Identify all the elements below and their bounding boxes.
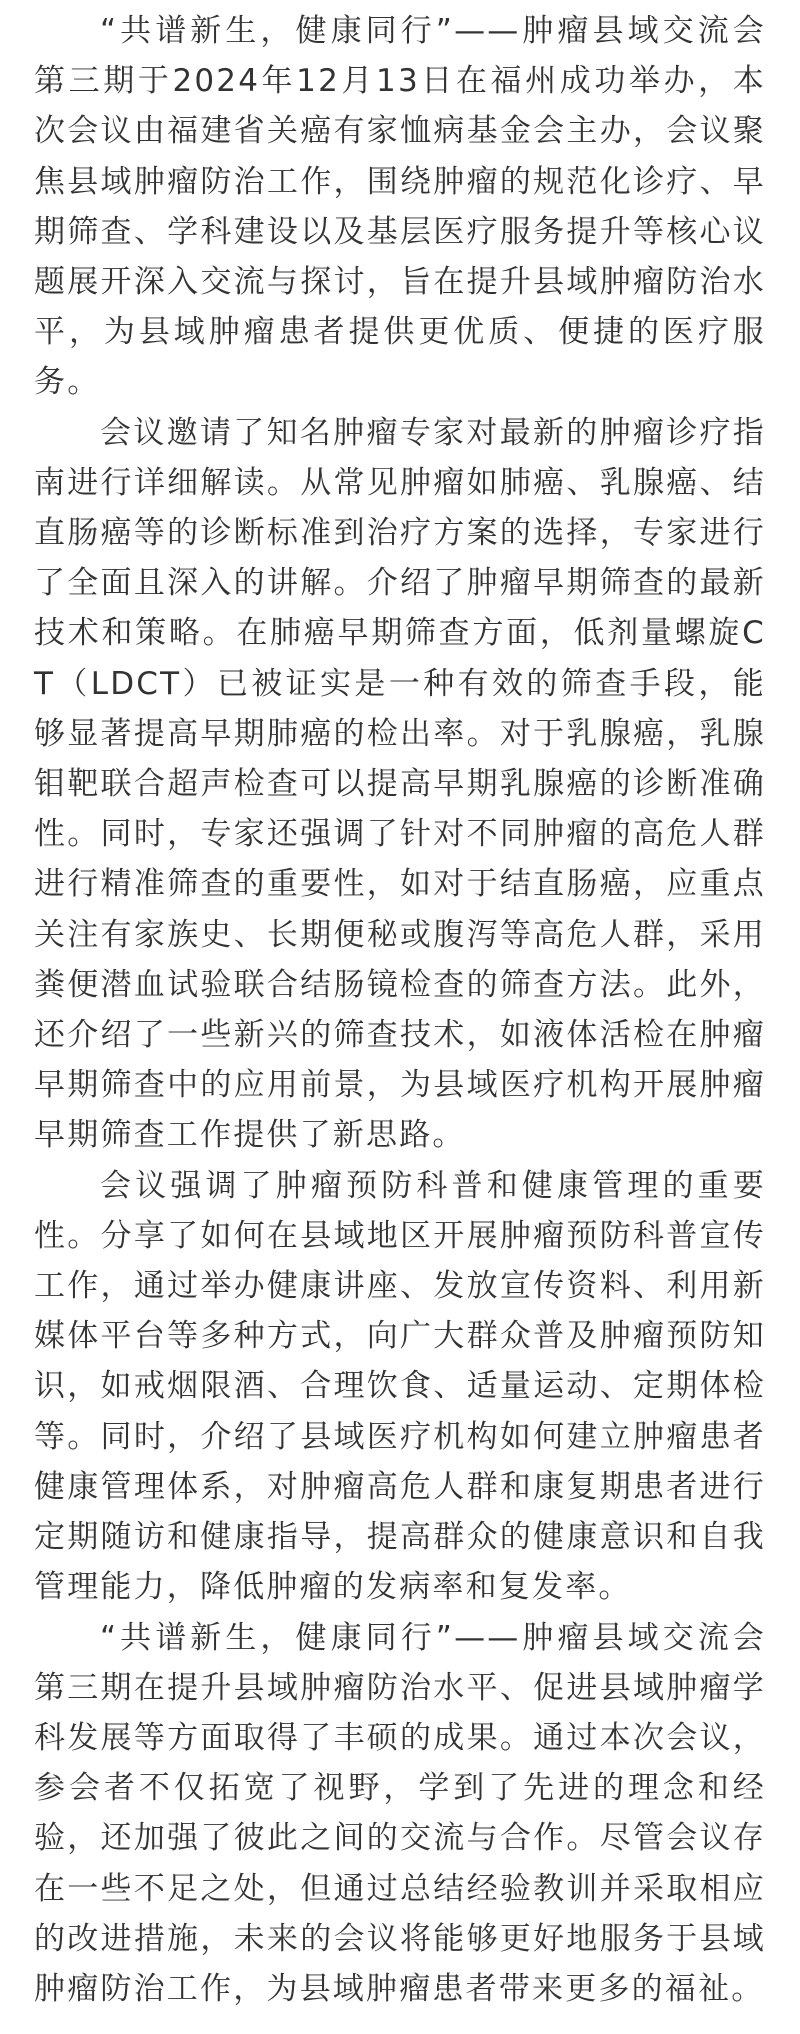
paragraph-conclusion: “共谱新生，健康同行”——肿瘤县域交流会第三期在提升县域肿瘤防治水平、促进县域肿瘤学科发展等方面取得了丰硕的成果。通过本次会议，参会者不仅拓宽了视野，学到了先进的理念和经验，还加强了彼此之间的交流与合作。尽管会议存在一些不足之处，但通过总结经验教训并采取相应的改进措施，未来的会议将能够更好地服务于县域肿瘤防治工作，为县域肿瘤患者带来更多的福祉。	[34, 1619, 766, 2007]
paragraph-conference-intro: “共谱新生，健康同行”——肿瘤县域交流会第三期于2024年12月13日在福州成功举办，本次会议由福建省关癌有家恤病基金会主办，会议聚焦县域肿瘤防治工作，围绕肿瘤的规范化诊疗、早期筛查、学科建设以及基层医疗服务提升等核心议题展开深入交流与探讨，旨在提升县域肿瘤防治水平，为县域肿瘤患者提供更优质、便捷的医疗服务。	[34, 13, 766, 401]
paragraph-guidelines-screening: 会议邀请了知名肿瘤专家对最新的肿瘤诊疗指南进行详细解读。从常见肿瘤如肺癌、乳腺癌、结直肠癌等的诊断标准到治疗方案的选择，专家进行了全面且深入的讲解。介绍了肿瘤早期筛查的最新技术和策略。在肺癌早期筛查方面，低剂量螺旋CT（LDCT）已被证实是一种有效的筛查手段，能够显著提高早期肺癌的检出率。对于乳腺癌，乳腺钼靶联合超声检查可以提高早期乳腺癌的诊断准确性。同时，专家还强调了针对不同肿瘤的高危人群进行精准筛查的重要性，如对于结直肠癌，应重点关注有家族史、长期便秘或腹泻等高危人群，采用粪便潜血试验联合结肠镜检查的筛查方法。此外，还介绍了一些新兴的筛查技术，如液体活检在肿瘤早期筛查中的应用前景，为县域医疗机构开展肿瘤早期筛查工作提供了新思路。	[34, 414, 766, 1154]
paragraph-prevention-health-management: 会议强调了肿瘤预防科普和健康管理的重要性。分享了如何在县域地区开展肿瘤预防科普宣传工作，通过举办健康讲座、发放宣传资料、利用新媒体平台等多种方式，向广大群众普及肿瘤预防知识，如戒烟限酒、合理饮食、适量运动、定期体检等。同时，介绍了县域医疗机构如何建立肿瘤患者健康管理体系，对肿瘤高危人群和康复期患者进行定期随访和健康指导，提高群众的健康意识和自我管理能力，降低肿瘤的发病率和复发率。	[34, 1167, 766, 1606]
